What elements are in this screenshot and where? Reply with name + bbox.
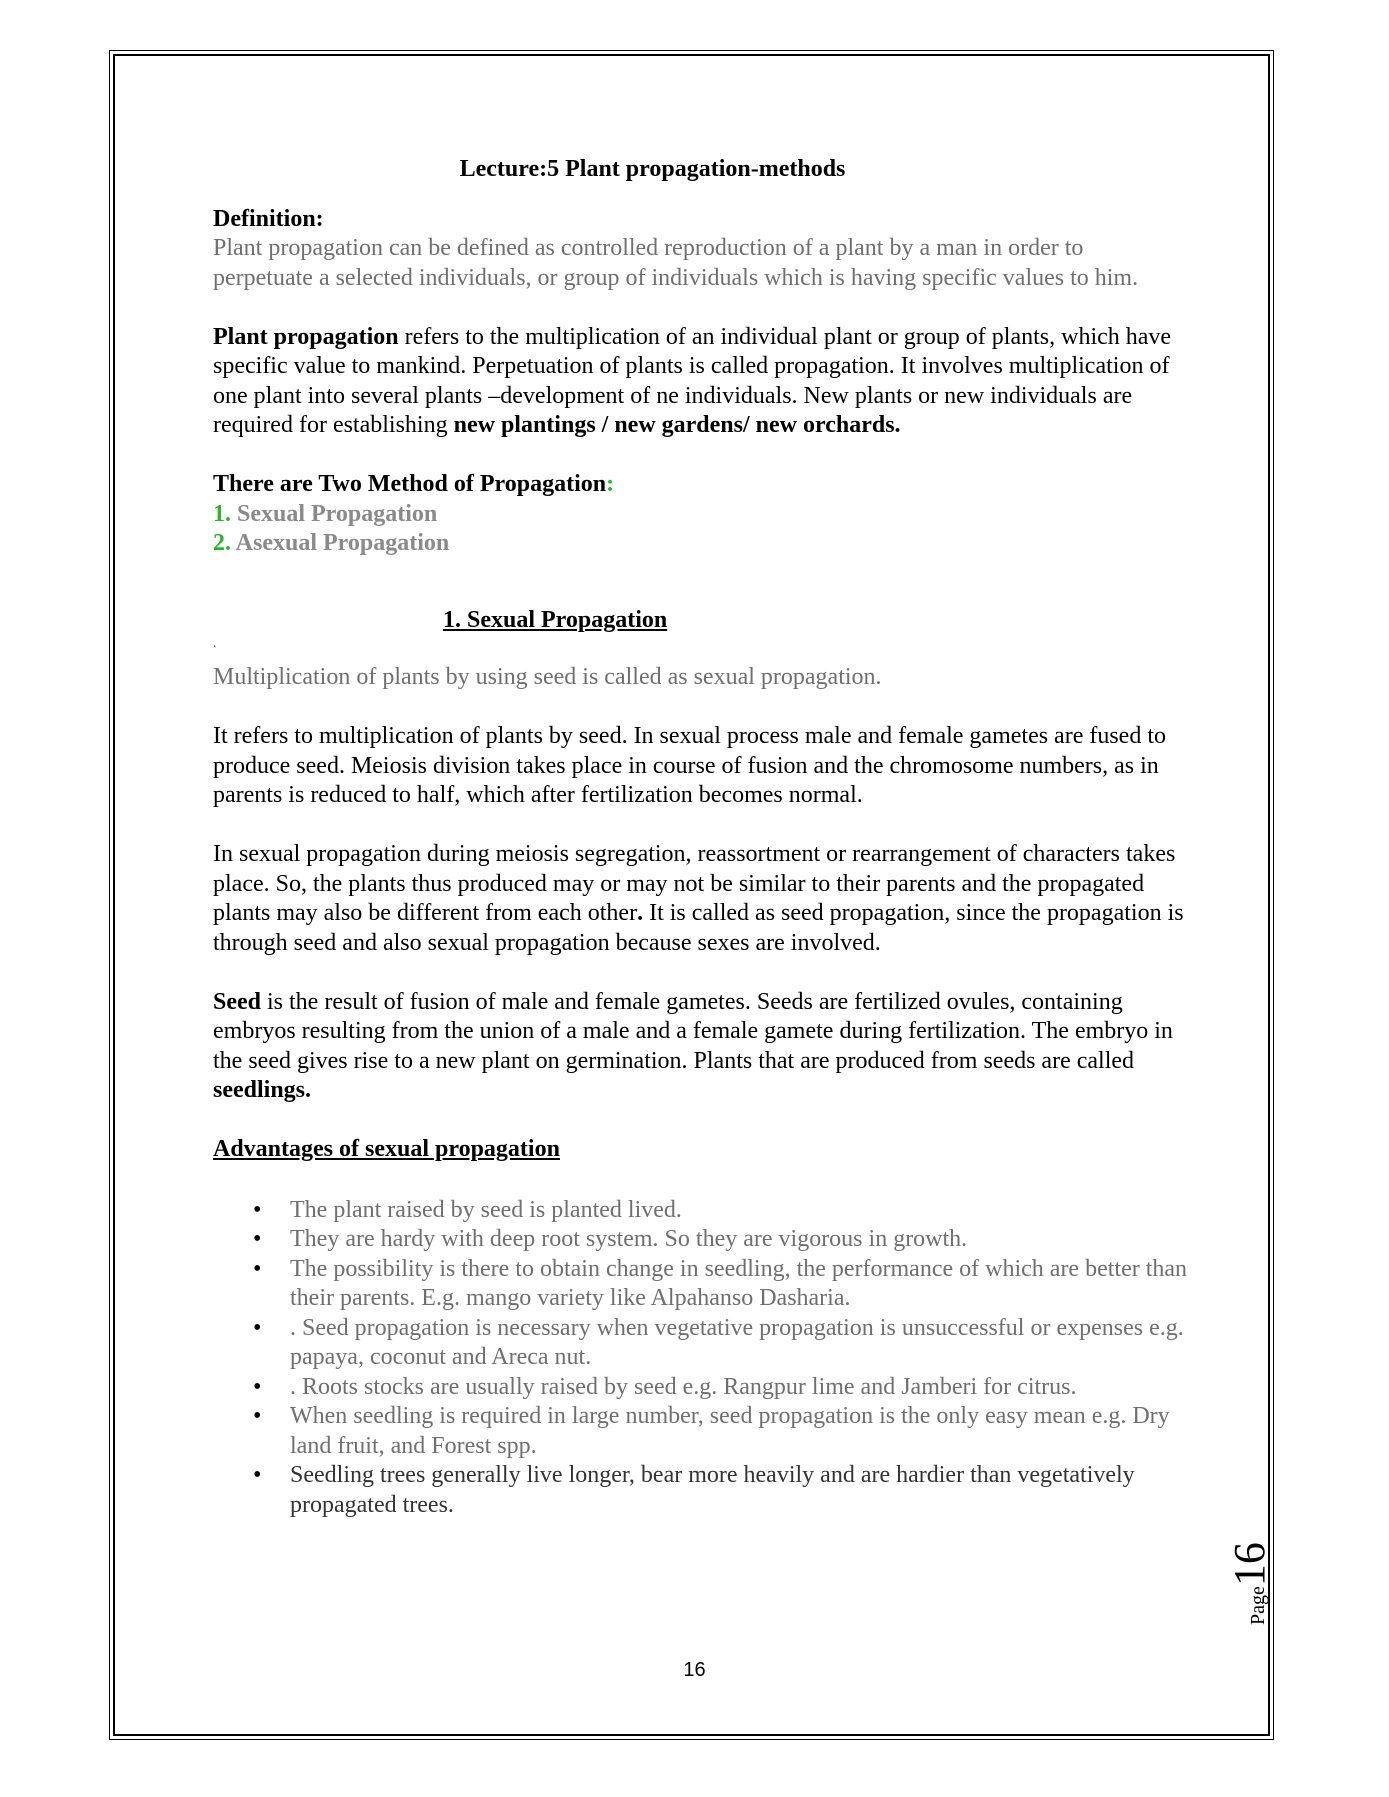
plant-propagation-text: refers to the multiplication of an individual plant or group of plants, which have specific value to mankind. Perpetuation of plants is called propagation. It involves multiplication of one plant into several plants –development of ne individuals. New plants or new individuals are required for establishing [213, 323, 1172, 438]
list-item [213, 1255, 1188, 1314]
seed-bold: seedlings. [213, 1077, 312, 1103]
advantages-list [213, 1196, 1188, 1521]
plant-propagation-paragraph [213, 323, 1188, 441]
list-item-text: . Seed propagation is necessary when vegetative propagation is unsuccessful or expenses e.g. papaya, coconut and Areca nut. [290, 1314, 1184, 1370]
list-item-text: Seedling trees generally live longer, bear more heavily and are hardier than vegetatively propagated trees. [290, 1462, 1135, 1518]
method-item-label: Sexual Propagation [231, 500, 438, 527]
method-item-number: 2. [213, 530, 231, 556]
definition-text: Plant propagation can be defined as controlled reproduction of a plant by a man in order to perpetuate a selected individuals, or group of individuals which is having specific values to him. [213, 235, 1139, 291]
methods-heading [213, 470, 1188, 500]
definition-heading: Definition: [213, 205, 324, 232]
sexual-paragraph-1: It refers to multiplication of plants by seed. In sexual process male and female gametes are fused to produce seed. Meiosis division takes place in course of fusion and the chromosome numbers, as in parents is reduced to half, which after fertilization becomes normal. [213, 723, 1167, 808]
stray-dot: . [213, 636, 217, 651]
method-item-sexual [213, 500, 1188, 530]
sexual-paragraph-2-part-a: In sexual propagation during meiosis segregation, reassortment or rearrangement of characters takes place. So, the plants thus produced may or may not be similar to their parents and the propagated plants may also be different from each other [213, 841, 1176, 926]
sexual-paragraph-2 [213, 840, 1188, 958]
methods-heading-colon: : [606, 471, 615, 497]
seed-lead: Seed [213, 988, 261, 1015]
seed-paragraph [213, 988, 1188, 1106]
side-page-word: Page [1247, 1586, 1269, 1625]
footer-page-number: 16 [683, 1659, 706, 1681]
method-item-number: 1. [213, 500, 231, 527]
list-item-text: When seedling is required in large number, seed propagation is the only easy mean e.g. Dry land fruit, and Forest spp. [290, 1403, 1170, 1459]
bullet-icon: • [253, 1403, 262, 1429]
methods-heading-text: There are Two Method of Propagation [213, 471, 607, 497]
bullet-icon: • [253, 1373, 262, 1400]
method-item-asexual [213, 529, 1188, 559]
document-body [213, 155, 1188, 1520]
advantages-heading: Advantages of sexual propagation [213, 1136, 560, 1162]
list-item [213, 1225, 1188, 1255]
list-item-text: They are hardy with deep root system. So they are vigorous in growth. [290, 1226, 968, 1252]
bullet-icon: • [253, 1314, 262, 1341]
list-item-text: The possibility is there to obtain change in seedling, the performance of which are better than their parents. E.g. mango variety like Alpahanso Dasharia. [290, 1255, 1188, 1311]
side-page-number: 16 [1225, 1542, 1274, 1587]
sexual-propagation-heading: 1. Sexual Propagation [443, 606, 668, 633]
list-item [213, 1196, 1188, 1226]
list-item [213, 1373, 1188, 1403]
list-item [213, 1402, 1188, 1461]
plant-propagation-lead: Plant propagation [213, 323, 399, 350]
bullet-icon: • [253, 1462, 262, 1488]
list-item [213, 1461, 1188, 1520]
side-page-label [1224, 1425, 1274, 1625]
list-item [213, 1314, 1188, 1373]
sexual-intro: Multiplication of plants by using seed is called as sexual propagation. [213, 664, 882, 690]
sexual-paragraph-2-part-b: It is called as seed propagation, since the propagation is through seed and also sexual propagation because sexes are involved. [213, 900, 1184, 956]
bullet-icon: • [253, 1226, 262, 1252]
plant-propagation-bold-end: new plantings / new gardens/ new orchards. [453, 412, 901, 438]
sexual-paragraph-2-dot: . [637, 900, 644, 926]
method-item-label: Asexual Propagation [231, 530, 450, 556]
list-item-text: . Roots stocks are usually raised by seed e.g. Rangpur lime and Jamberi for citrus. [290, 1373, 1077, 1400]
list-item-text: The plant raised by seed is planted lived. [290, 1196, 682, 1223]
bullet-icon: • [253, 1255, 262, 1282]
bullet-icon: • [253, 1196, 262, 1223]
seed-text: is the result of fusion of male and female gametes. Seeds are fertilized ovules, containing embryos resulting from the union of a male and a female gamete during fertilization. The embryo in the seed gives rise to a new plant on germination. Plants that are produced from seeds are called [213, 988, 1173, 1074]
page-title: Lecture:5 Plant propagation-methods [459, 156, 846, 182]
